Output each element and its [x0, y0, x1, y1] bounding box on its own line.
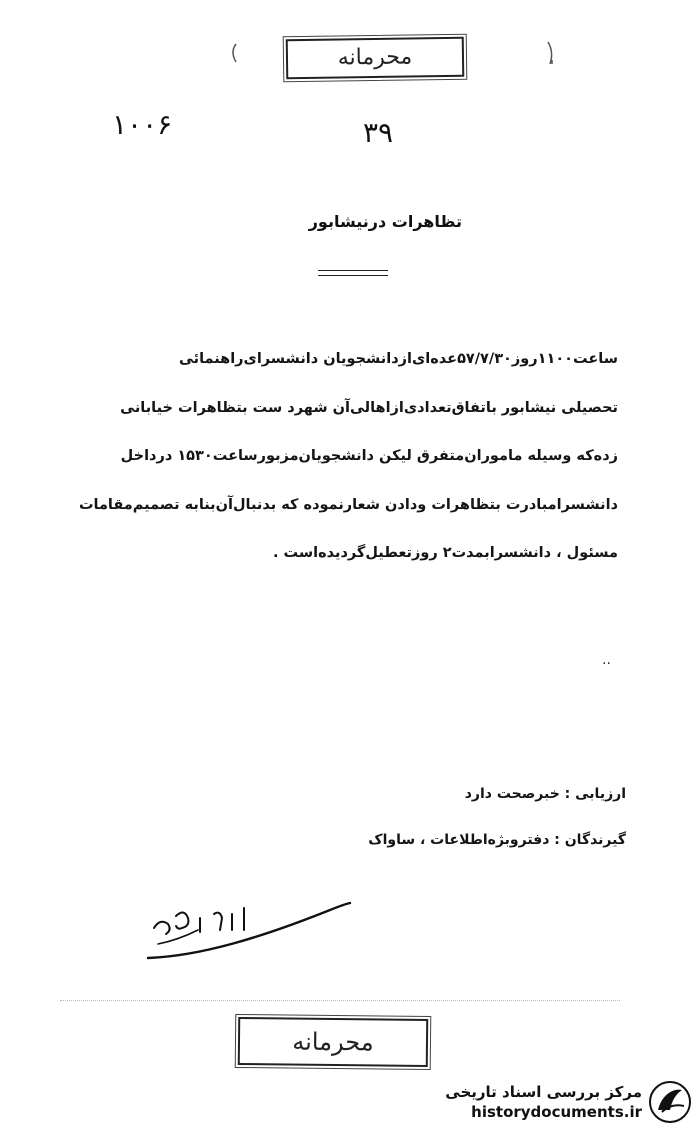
title-underline-2 [318, 275, 388, 276]
body-line-5: مسئول ، دانشسرابمدت۲ روزتعطیل‌گردیده‌است . [272, 545, 618, 561]
ellipsis-mark: .. [602, 652, 611, 668]
handwritten-signature [140, 888, 370, 978]
signature-stroke-tail [158, 930, 198, 944]
evaluation-line: ارزیابی : خبرصحت دارد [464, 786, 626, 802]
scan-mark-left [233, 44, 236, 62]
archive-logo-text [445, 1082, 642, 1122]
classification-stamp-bottom: محرمانه [238, 1017, 428, 1067]
title-underline-1 [318, 270, 388, 271]
archive-logo [445, 1080, 692, 1124]
signature-stroke-letters [200, 908, 244, 932]
archive-logo-title: مرکز بررسی اسناد تاریخی [445, 1083, 642, 1101]
document-title: تظاهرات درنیشابور [308, 212, 462, 231]
document-number: ۱۰۰۶ [112, 108, 173, 141]
body-line-3: زده‌که وسیله ماموران‌متفرق لیکن دانشجویان‌مزبورساعت۱۵۳۰ درداخل [120, 448, 618, 464]
page-number: ۳۹ [363, 116, 394, 149]
scan-artifacts-top [0, 0, 700, 100]
scan-mark-right [548, 42, 552, 64]
archive-logo-url: historydocuments.ir [471, 1103, 642, 1121]
body-line-2: تحصیلی نیشابور باتفاق‌تعدادی‌ازاهالی‌آن شهرد ست بتظاهرات خیابانی [120, 399, 618, 416]
recipients-line: گیرندگان : دفتروبژه‌اطلاعات ، ساواک [368, 832, 626, 848]
signature-stroke-word [154, 912, 188, 934]
classification-stamp-top: محرمانه [286, 37, 465, 79]
signature-stroke-underline [148, 903, 350, 958]
scan-line [60, 1000, 620, 1001]
body-line-4: دانشسرامبادرت بتظاهرات ودادن شعارنموده که بدنبال‌آن‌بنابه تصمیم‌مقامات [78, 496, 618, 513]
archive-emblem-icon [648, 1080, 692, 1124]
report-body [70, 335, 618, 578]
body-line-1: ساعت۱۱۰۰روز۵۷/۷/۳۰عده‌ای‌ازدانشجویان دانشسرای‌راهنمائی [178, 351, 618, 367]
